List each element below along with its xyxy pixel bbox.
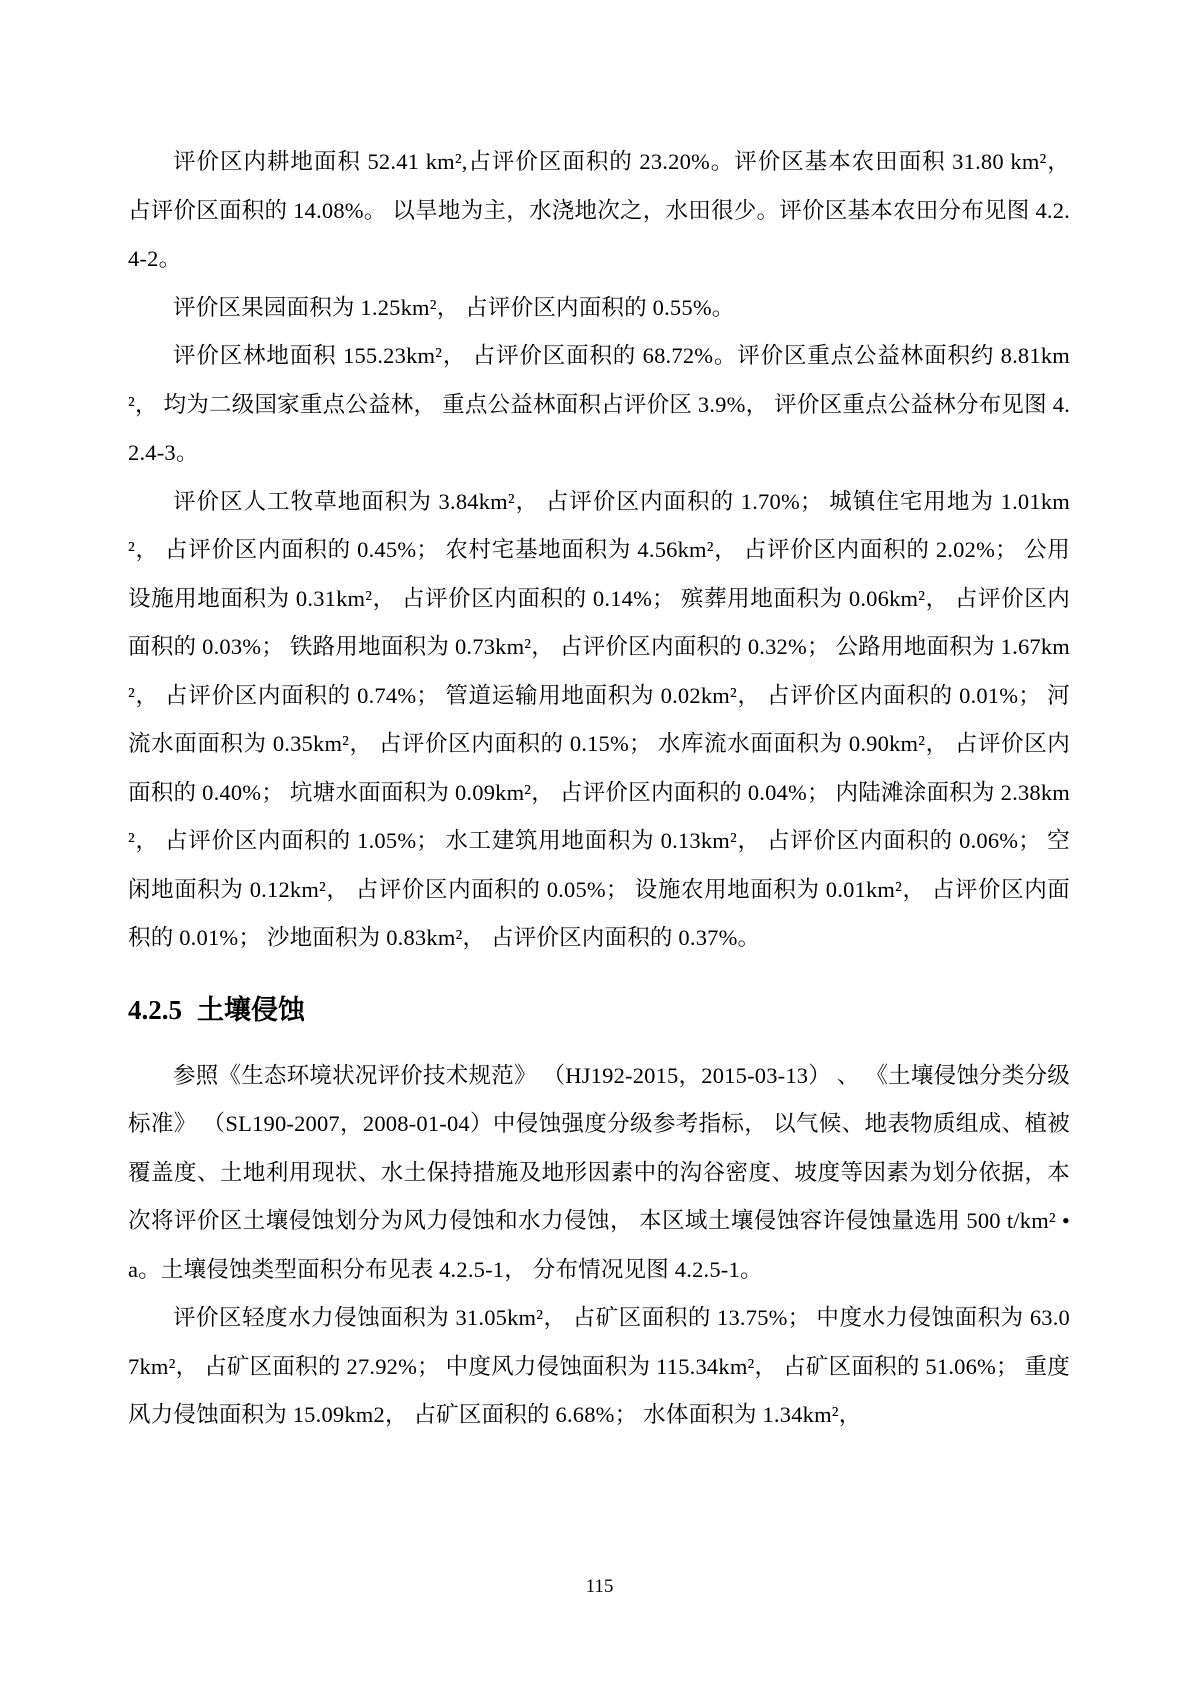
paragraph-cultivated-land: 评价区内耕地面积 52.41 km²,占评价区面积的 23.20%。评价区基本农田面积 31.80 km²， 占评价区面积的 14.08%。 以旱地为主，水浇地次之，水田很少。评价区基本农田分布见图 4.2.4-2。 [128, 149, 1070, 271]
page-number: 115 [585, 1576, 614, 1597]
paragraph-erosion-area-statistics: 评价区轻度水力侵蚀面积为 31.05km²， 占矿区面积的 13.75%； 中度水力侵蚀面积为 63.07km²， 占矿区面积的 27.92%； 中度风力侵蚀面积为 115.34km²， 占矿区面积的 51.06%； 重度风力侵蚀面积为 15.09km2， 占矿区面积的 6.68%； 水体面积为 1.34km²， [128, 1305, 1071, 1427]
section-heading-soil-erosion [128, 990, 1070, 1030]
section-heading-number: 4.2.5 [128, 994, 182, 1025]
paragraph-orchard-area: 评价区果园面积为 1.25km²， 占评价区内面积的 0.55%。 [173, 294, 735, 320]
page-footer [0, 1576, 1199, 1598]
paragraph-land-use-breakdown: 评价区人工牧草地面积为 3.84km²， 占评价区内面积的 1.70%； 城镇住宅用地为 1.01km²， 占评价区内面积的 0.45%； 农村宅基地面积为 4.56km²， 占评价区内面积的 2.02%； 公用设施用地面积为 0.31km²， 占评价区内面积的 0.14%； 殡葬用地面积为 0.06km²， 占评价区内面积的 0.03%； 铁路用地面积为 0.73km²， 占评价区内面积的 0.32%； 公路用地面积为 1.67km²， 占评价区内面积的 0.74%； 管道运输用地面积为 0.02km²， 占评价区内面积的 0.01%； 河流水面面积为 0.35km²， 占评价区内面积的 0.15%； 水库流水面面积为 0.90km²， 占评价区内面积的 0.40%； 坑塘水面面积为 0.09km²， 占评价区内面积的 0.04%； 内陆滩涂面积为 2.38km²， 占评价区内面积的 1.05%； 水工建筑用地面积为 0.13km²， 占评价区内面积的 0.06%； 空闲地面积为 0.12km²， 占评价区内面积的 0.05%； 设施农用地面积为 0.01km²， 占评价区内面积的 0.01%； 沙地面积为 0.83km²， 占评价区内面积的 0.37%。 [128, 488, 1070, 950]
section-heading-title: 土壤侵蚀 [197, 994, 305, 1025]
paragraph-forest-land: 评价区林地面积 155.23km²， 占评价区面积的 68.72%。评价区重点公益林面积约 8.81km²， 均为二级国家重点公益林， 重点公益林面积占评价区 3.9%， 评价区重点公益林分布见图 4.2.4-3。 [128, 343, 1070, 465]
paragraph-erosion-standards-reference: 参照《生态环境状况评价技术规范》 （HJ192-2015，2015-03-13） 、 《土壤侵蚀分类分级标准》 （SL190-2007，2008-01-04）中侵蚀强度分级参考指标， 以气候、地表物质组成、植被覆盖度、土地利用现状、水土保持措施及地形因素中的沟谷密度、坡度等因素为划分依据，本次将评价区土壤侵蚀划分为风力侵蚀和水力侵蚀， 本区域土壤侵蚀容许侵蚀量选用 500 t/km² • a。土壤侵蚀类型面积分布见表 4.2.5-1， 分布情况见图 4.2.5-1。 [128, 1062, 1070, 1282]
page-content [128, 138, 1070, 1440]
